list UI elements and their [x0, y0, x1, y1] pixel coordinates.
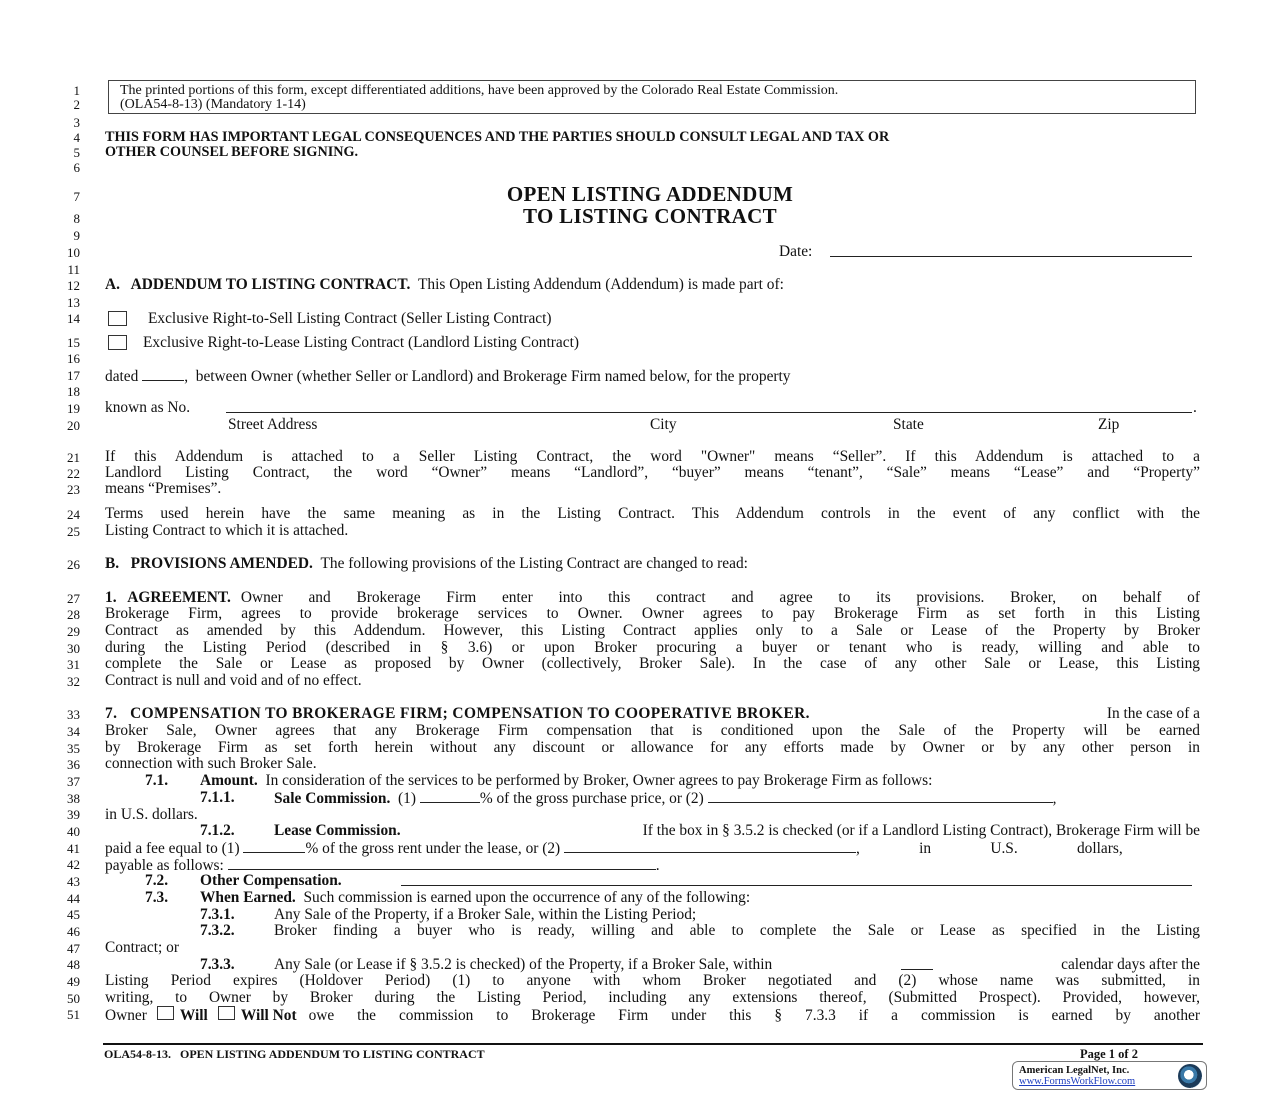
- line-number: 50: [67, 991, 80, 1006]
- line-number: 2: [73, 97, 80, 112]
- line-number: 34: [67, 724, 80, 739]
- page-title-line2: TO LISTING CONTRACT: [523, 204, 777, 228]
- line-number: 41: [67, 841, 80, 856]
- state-label: State: [893, 416, 924, 433]
- line-number: 10: [67, 245, 80, 260]
- compensation-line34: Broker Sale, Owner agrees that any Brokerage Firm compensation that is conditioned upon the Sale of the Property will be earned: [105, 722, 1200, 739]
- publisher-link[interactable]: www.FormsWorkFlow.com: [1019, 1076, 1136, 1087]
- s733-line: Any Sale (or Lease if § 3.5.2 is checked) of the Property, if a Broker Sale, within calendar days after the: [274, 956, 1200, 973]
- sale-commission-amount-field[interactable]: [708, 789, 1053, 803]
- line-number: 18: [67, 384, 80, 399]
- line-number: 8: [73, 211, 80, 226]
- line-number: 47: [67, 941, 80, 956]
- date-field[interactable]: [830, 243, 1192, 257]
- line-number: 20: [67, 418, 80, 433]
- line-number: 48: [67, 957, 80, 972]
- line-number: 23: [67, 482, 80, 497]
- line-number: 28: [67, 607, 80, 622]
- lease-commission-percent-field[interactable]: [243, 839, 305, 853]
- footer-form-title: OLA54-8-13. OPEN LISTING ADDENDUM TO LISTING CONTRACT: [104, 1047, 485, 1061]
- city-label: City: [650, 416, 677, 433]
- line-number: 51: [67, 1007, 80, 1022]
- line-number: 35: [67, 741, 80, 756]
- line-number: 46: [67, 924, 80, 939]
- line-number: 24: [67, 507, 80, 522]
- s73-line: When Earned. Such commission is earned upon the occurrence of any of the following:: [200, 889, 751, 906]
- definitions-line23: means “Premises”.: [105, 480, 222, 497]
- line-number: 11: [67, 262, 80, 277]
- compensation-line39: in U.S. dollars.: [105, 806, 198, 823]
- page-indicator: Page 1 of 2: [1080, 1047, 1138, 1061]
- sale-commission-percent-field[interactable]: [420, 789, 480, 803]
- line-number: 19: [67, 401, 80, 416]
- payable-as-follows-field[interactable]: [228, 856, 656, 870]
- date-label: Date:: [779, 243, 813, 260]
- dated-label: dated: [105, 368, 139, 385]
- approval-notice-line2: (OLA54-8-13) (Mandatory 1-14): [120, 97, 306, 112]
- s73-number: 7.3.: [145, 889, 169, 906]
- dated-suffix: , between Owner (whether Seller or Landlord) and Brokerage Firm named below, for the property: [184, 368, 791, 385]
- line-number: 4: [73, 130, 80, 145]
- section-b-heading: B. PROVISIONS AMENDED.: [105, 555, 313, 572]
- section-a-heading: A. ADDENDUM TO LISTING CONTRACT.: [105, 276, 411, 293]
- compensation-heading: 7. COMPENSATION TO BROKERAGE FIRM; COMPENSATION TO COOPERATIVE BROKER.: [105, 705, 810, 722]
- agreement-line29: Contract as amended by this Addendum. However, this Listing Contract applies only to a Sale or Lease of the Property by Broker: [105, 622, 1200, 639]
- footer-divider: [103, 1043, 1203, 1045]
- definitions-line22: Landlord Listing Contract, the word “Owner” means “Landlord”, “buyer” means “tenant”, “Sale” means “Lease” and “Property”: [105, 464, 1200, 481]
- line-number: 7: [73, 189, 80, 204]
- line-number: 43: [67, 874, 80, 889]
- section-b-text: The following provisions of the Listing Contract are changed to read:: [320, 555, 748, 572]
- agreement-line28: Brokerage Firm, agrees to provide brokerage services to Owner. Owner agrees to pay Brokerage Firm as set forth in this Listing: [105, 605, 1200, 622]
- landlord-listing-checkbox[interactable]: [108, 335, 127, 350]
- line-number: 33: [67, 707, 80, 722]
- zip-label: Zip: [1098, 416, 1120, 433]
- s712-line: Lease Commission. If the box in § 3.5.2 is checked (or if a Landlord Listing Contract), Brokerage Firm will be: [274, 822, 1200, 839]
- address-period: .: [1193, 399, 1197, 416]
- dated-line: [105, 367, 791, 385]
- publisher-badge[interactable]: [1012, 1061, 1207, 1090]
- line-number: 3: [73, 115, 80, 130]
- section-a-text: This Open Listing Addendum (Addendum) is made part of:: [418, 276, 784, 293]
- compensation-line33: 7. COMPENSATION TO BROKERAGE FIRM; COMPENSATION TO COOPERATIVE BROKER. In the case of a: [105, 705, 1200, 722]
- will-label: Will: [179, 1007, 208, 1024]
- approval-notice-line1: The printed portions of this form, except differentiated additions, have been approved by the Colorado Real Estate Commission.: [120, 83, 839, 98]
- line-number: 25: [67, 524, 80, 539]
- globe-logo-icon: [1178, 1064, 1202, 1088]
- line-number: 31: [67, 657, 80, 672]
- s731-text: Any Sale of the Property, if a Broker Sale, within the Listing Period;: [274, 906, 697, 923]
- line-number: 6: [73, 160, 80, 175]
- page-title-line1: OPEN LISTING ADDENDUM: [506, 182, 794, 206]
- line-number: 15: [67, 335, 80, 350]
- compensation-line49: Listing Period expires (Holdover Period) (1) to anyone with whom Broker negotiated and (2) whose name was submitted, in: [105, 972, 1200, 989]
- s733-number: 7.3.3.: [200, 956, 235, 973]
- s71-line: Amount. In consideration of the services to be performed by Broker, Owner agrees to pay Brokerage Firm as follows:: [200, 772, 933, 789]
- holdover-days-field[interactable]: [901, 956, 933, 970]
- line-number: 16: [67, 351, 80, 366]
- s731-number: 7.3.1.: [200, 906, 235, 923]
- line-number: 37: [67, 774, 80, 789]
- s71-number: 7.1.: [145, 772, 169, 789]
- s711-number: 7.1.1.: [200, 789, 235, 806]
- known-as-label: known as No.: [105, 399, 191, 416]
- agreement-line27: 1. AGREEMENT. Owner and Brokerage Firm enter into this contract and agree to its provisions. Broker, on behalf of: [105, 589, 1200, 606]
- definitions-line21: If this Addendum is attached to a Seller Listing Contract, the word "Owner" means “Seller”. If this Addendum is attached to a: [105, 448, 1200, 465]
- other-compensation-field[interactable]: [401, 872, 1192, 886]
- line-number: 12: [67, 278, 80, 293]
- s712-number: 7.1.2.: [200, 822, 235, 839]
- publisher-name: American LegalNet, Inc.: [1019, 1065, 1130, 1076]
- definitions-line25: Listing Contract to which it is attached.: [105, 522, 349, 539]
- legal-warning-line2: OTHER COUNSEL BEFORE SIGNING.: [105, 144, 359, 160]
- line-number: 44: [67, 891, 80, 906]
- line-number: 49: [67, 974, 80, 989]
- line-number: 30: [67, 641, 80, 656]
- s72-number: 7.2.: [145, 872, 169, 889]
- line-number: 26: [67, 557, 80, 572]
- agreement-line30: during the Listing Period (described in § 3.6) or upon Broker procuring a buyer or tenant who is ready, willing and able to: [105, 639, 1200, 656]
- line-number: 36: [67, 757, 80, 772]
- dated-field[interactable]: [142, 367, 184, 381]
- s732-text: Broker finding a buyer who is ready, willing and able to complete the Sale or Lease as specified in the Listing: [274, 922, 1200, 939]
- line-number: 39: [67, 807, 80, 822]
- will-not-label: Will Not: [240, 1007, 297, 1024]
- compensation-line47: Contract; or: [105, 939, 179, 956]
- compensation-line42: payable as follows: .: [105, 857, 660, 874]
- line-number: 40: [67, 824, 80, 839]
- seller-listing-option-label: Exclusive Right-to-Sell Listing Contract (Seller Listing Contract): [148, 310, 552, 327]
- landlord-listing-option-label: Exclusive Right-to-Lease Listing Contract (Landlord Listing Contract): [143, 334, 579, 351]
- s732-number: 7.3.2.: [200, 922, 235, 939]
- line-number: 42: [67, 857, 80, 872]
- s711-line: Sale Commission. (1) % of the gross purchase price, or (2) ,: [274, 790, 1057, 807]
- line-number: 45: [67, 907, 80, 922]
- compensation-line51: Owner Will Will Not owe the commission to Brokerage Firm under this § 7.3.3 if a commission is earned by another: [105, 1007, 1200, 1024]
- compensation-line36: connection with such Broker Sale.: [105, 755, 317, 772]
- seller-listing-checkbox[interactable]: [108, 311, 127, 326]
- legal-warning-line1: THIS FORM HAS IMPORTANT LEGAL CONSEQUENCES AND THE PARTIES SHOULD CONSULT LEGAL AND TAX OR: [105, 129, 890, 145]
- property-address-field[interactable]: [226, 399, 1192, 413]
- line-number: 27: [67, 591, 80, 606]
- compensation-line50: writing, to Owner by Broker during the Listing Period, including any extensions thereof, (Submitted Prospect). Provided, however,: [105, 989, 1200, 1006]
- compensation-line35: by Brokerage Firm as set forth herein without any discount or allowance for any efforts made by Owner or by any other person in: [105, 739, 1200, 756]
- agreement-line32: Contract is null and void and of no effect.: [105, 672, 362, 689]
- line-number: 5: [73, 145, 80, 160]
- agreement-line31: complete the Sale or Lease as proposed by Owner (collectively, Broker Sale). In the case of any other Sale or Lease, this Listing: [105, 655, 1200, 672]
- line-number: 14: [67, 311, 80, 326]
- line-number: 32: [67, 674, 80, 689]
- line-number: 38: [67, 791, 80, 806]
- line-number: 17: [67, 368, 80, 383]
- line-number: 9: [73, 228, 80, 243]
- line-number: 29: [67, 624, 80, 639]
- line-number: 1: [73, 83, 80, 98]
- section-b: [105, 555, 748, 572]
- line-number: 13: [67, 295, 80, 310]
- compensation-line41: paid a fee equal to (1) % of the gross rent under the lease, or (2) , in U.S. dollars,: [105, 840, 1123, 857]
- street-address-label: Street Address: [228, 416, 318, 433]
- lease-commission-amount-field[interactable]: [564, 839, 856, 853]
- will-not-checkbox[interactable]: [218, 1006, 235, 1020]
- s72-title: Other Compensation.: [200, 872, 342, 889]
- definitions-line24: Terms used herein have the same meaning as in the Listing Contract. This Addendum controls in the event of any conflict with the: [105, 505, 1200, 522]
- line-number: 22: [67, 466, 80, 481]
- will-checkbox[interactable]: [157, 1006, 174, 1020]
- section-a: [105, 276, 784, 293]
- agreement-heading: 1. AGREEMENT.: [105, 589, 231, 606]
- line-number: 21: [67, 450, 80, 465]
